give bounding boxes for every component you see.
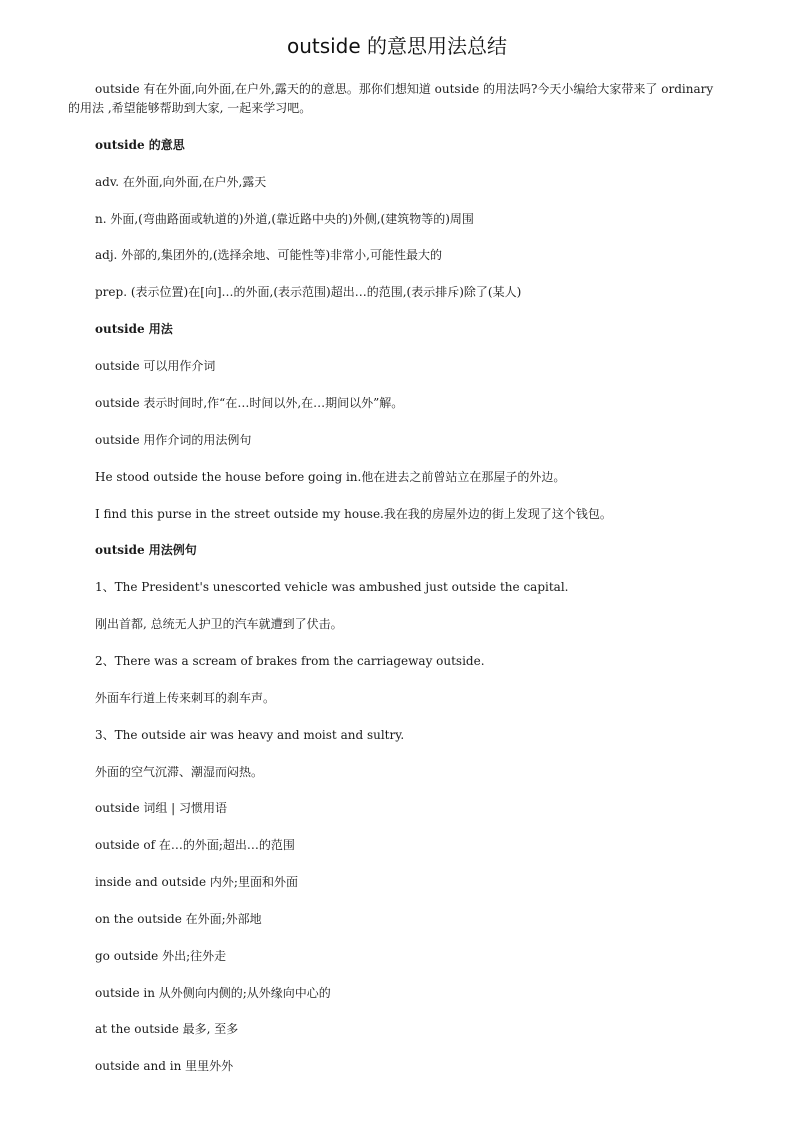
usage-line: outside 用作介词的用法例句 <box>95 433 252 447</box>
example-translation: 外面的空气沉滞、潮湿而闷热。 <box>95 765 264 779</box>
definition-adj: adj. 外部的,集团外的,(选择余地、可能性等)非常小,可能性最大的 <box>95 248 442 262</box>
phrase-item: on the outside 在外面;外部地 <box>95 912 262 926</box>
example-translation: 外面车行道上传来刺耳的刹车声。 <box>95 691 276 705</box>
example-sentence: 3、The outside air was heavy and moist and sultry. <box>95 728 405 742</box>
phrase-item: at the outside 最多, 至多 <box>95 1022 239 1036</box>
section-heading-usage: outside 用法 <box>95 322 173 336</box>
usage-line: outside 可以用作介词 <box>95 359 216 373</box>
page-title: outside 的意思用法总结 <box>286 34 508 58</box>
phrase-item: outside and in 里里外外 <box>95 1059 234 1073</box>
example-sentence: 1、The President's unescorted vehicle was ambushed just outside the capital. <box>95 580 569 594</box>
usage-example: He stood outside the house before going in.他在进去之前曾站立在那屋子的外边。 <box>95 470 566 484</box>
usage-example: I find this purse in the street outside my house.我在我的房屋外边的街上发现了这个钱包。 <box>95 507 612 521</box>
phrase-item: outside of 在…的外面;超出…的范围 <box>95 838 295 852</box>
definition-adv: adv. 在外面,向外面,在户外,露天 <box>95 175 267 189</box>
section-heading-examples: outside 用法例句 <box>95 543 197 557</box>
usage-line: outside 表示时间时,作“在…时间以外,在…期间以外”解。 <box>95 396 404 410</box>
phrases-heading: outside 词组 | 习惯用语 <box>95 801 228 815</box>
example-translation: 刚出首都, 总统无人护卫的汽车就遭到了伏击。 <box>95 617 343 631</box>
phrase-item: outside in 从外侧向内侧的;从外缘向中心的 <box>95 986 331 1000</box>
phrase-item: go outside 外出;往外走 <box>95 949 227 963</box>
section-heading-meaning: outside 的意思 <box>95 138 185 152</box>
definition-prep: prep. (表示位置)在[向]…的外面,(表示范围)超出…的范围,(表示排斥)除了(某人) <box>95 285 522 299</box>
definition-n: n. 外面,(弯曲路面或轨道的)外道,(靠近路中央的)外侧,(建筑物等的)周围 <box>95 212 474 226</box>
example-sentence: 2、There was a scream of brakes from the carriageway outside. <box>95 654 485 668</box>
phrase-item: inside and outside 内外;里面和外面 <box>95 875 298 889</box>
intro-paragraph: outside 有在外面,向外面,在户外,露天的的意思。那你们想知道 outside 的用法吗?今天小编给大家带来了 ordinary 的用法 ,希望能够帮助到大家, 一起来学习吧。 <box>68 82 714 115</box>
